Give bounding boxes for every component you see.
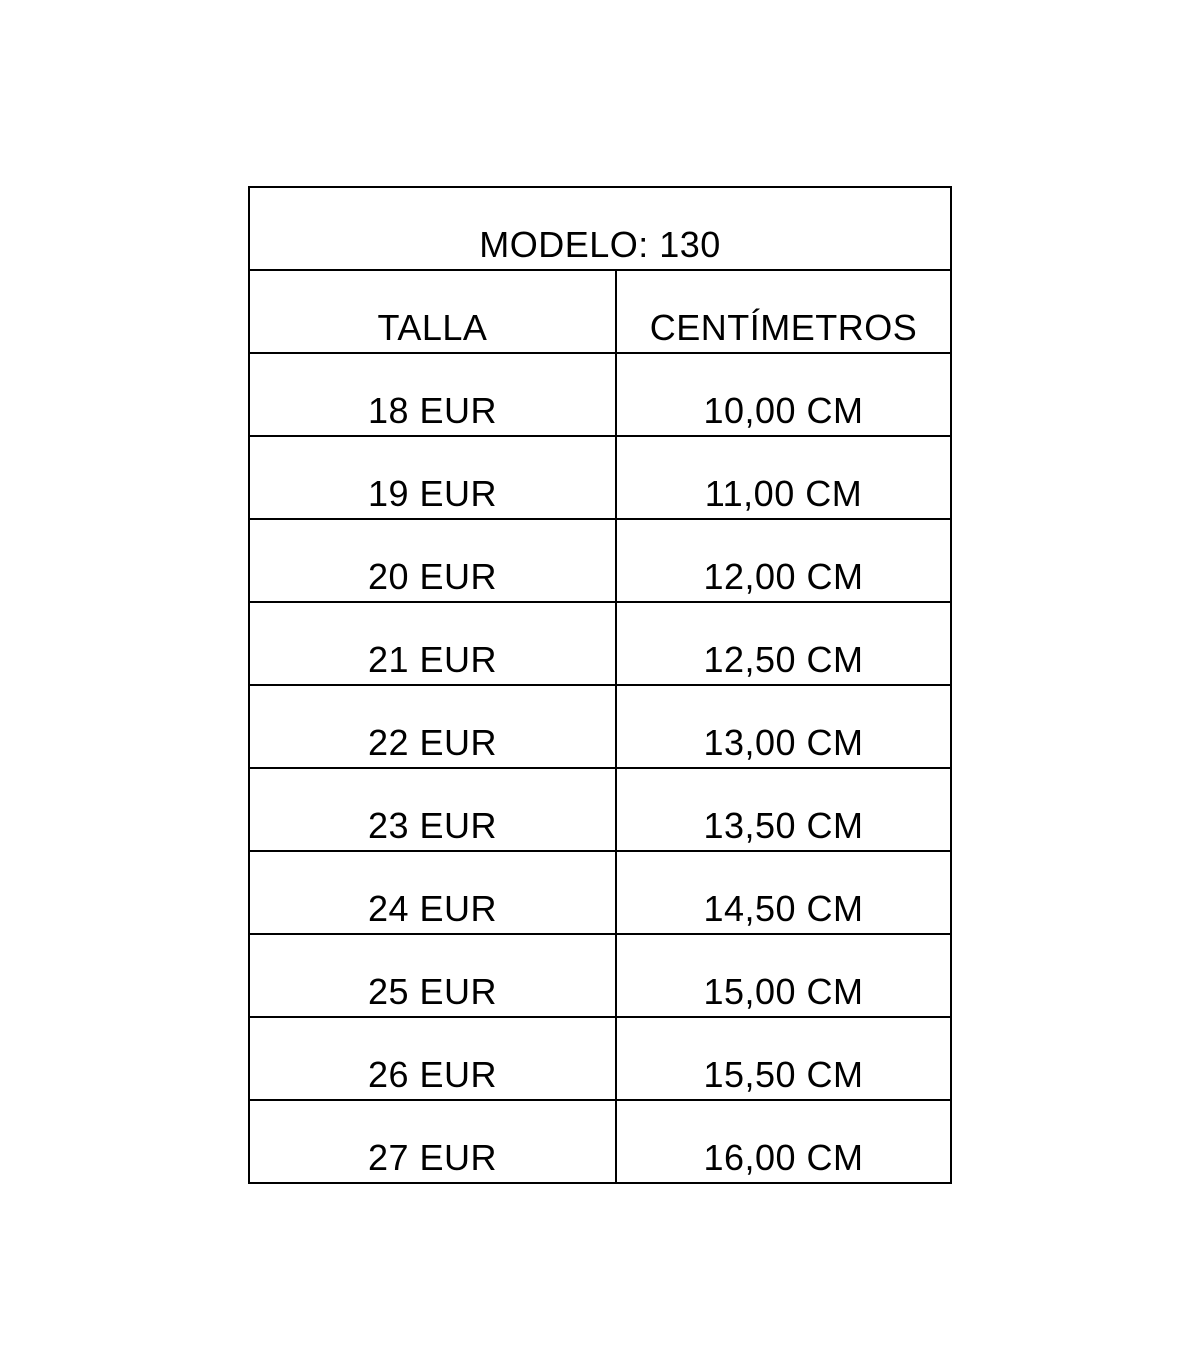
table-row — [249, 1017, 951, 1100]
talla-cell: 24 EUR — [249, 851, 616, 934]
table-row — [249, 353, 951, 436]
cm-cell: 16,00 CM — [616, 1100, 951, 1183]
talla-cell: 20 EUR — [249, 519, 616, 602]
talla-cell: 21 EUR — [249, 602, 616, 685]
cm-cell: 13,50 CM — [616, 768, 951, 851]
cm-cell: 15,50 CM — [616, 1017, 951, 1100]
talla-cell: 25 EUR — [249, 934, 616, 1017]
header-row — [249, 270, 951, 353]
table-row — [249, 602, 951, 685]
cm-cell: 11,00 CM — [616, 436, 951, 519]
table-row — [249, 768, 951, 851]
model-title: MODELO: 130 — [249, 187, 951, 270]
cm-cell: 15,00 CM — [616, 934, 951, 1017]
cm-cell: 10,00 CM — [616, 353, 951, 436]
talla-cell: 26 EUR — [249, 1017, 616, 1100]
table-row — [249, 934, 951, 1017]
talla-cell: 19 EUR — [249, 436, 616, 519]
table-row — [249, 1100, 951, 1183]
talla-cell: 18 EUR — [249, 353, 616, 436]
size-chart-table — [248, 186, 952, 1184]
talla-cell: 23 EUR — [249, 768, 616, 851]
talla-cell: 27 EUR — [249, 1100, 616, 1183]
table-row — [249, 851, 951, 934]
cm-cell: 13,00 CM — [616, 685, 951, 768]
title-row — [249, 187, 951, 270]
table-row — [249, 519, 951, 602]
talla-cell: 22 EUR — [249, 685, 616, 768]
cm-cell: 14,50 CM — [616, 851, 951, 934]
cm-cell: 12,00 CM — [616, 519, 951, 602]
table-row — [249, 436, 951, 519]
centimetros-header: CENTÍMETROS — [616, 270, 951, 353]
cm-cell: 12,50 CM — [616, 602, 951, 685]
table-row — [249, 685, 951, 768]
talla-header: TALLA — [249, 270, 616, 353]
